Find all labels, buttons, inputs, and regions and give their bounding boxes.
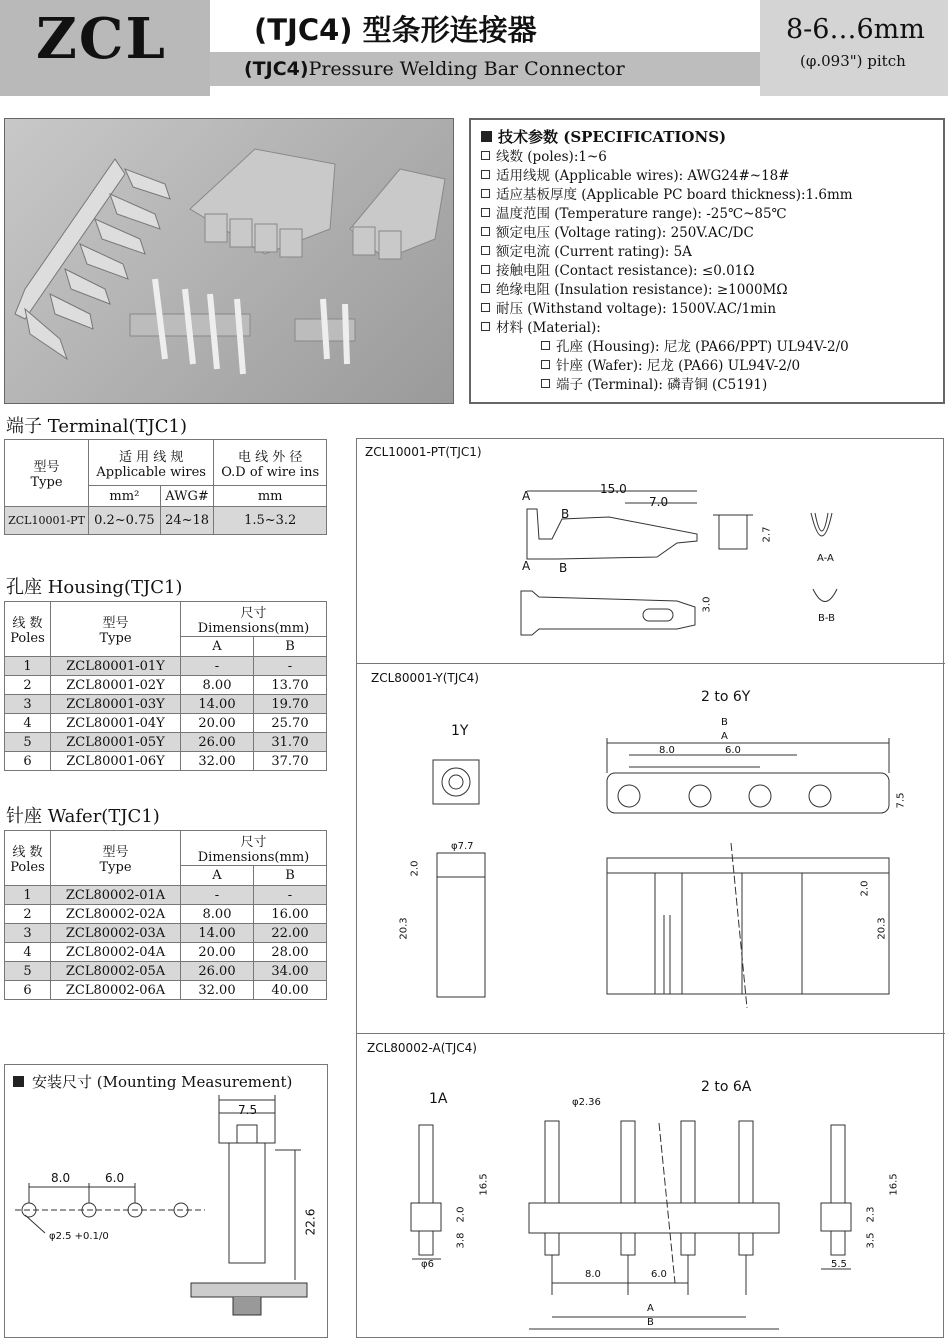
dim-label: 2 to 6Y xyxy=(701,689,751,705)
housing-drawing-label: ZCL80001-Y(TJC4) xyxy=(371,671,479,685)
dim-label: 22.6 xyxy=(303,1208,318,1236)
spec-item: 适应基板厚度 (Applicable PC board thickness):1.6mm xyxy=(481,186,933,205)
dim-label: 6.0 xyxy=(105,1171,125,1185)
page-title: (TJC4) 型条形连接器 xyxy=(254,13,537,47)
dim-label: A xyxy=(647,1303,654,1314)
dim-label: 3.8 xyxy=(455,1232,467,1249)
terminal-title: 端子 Terminal(TJC1) xyxy=(6,416,187,437)
spec-item: 材料 (Material): xyxy=(481,319,933,338)
table-row: 4 ZCL80002-04A 20.00 28.00 xyxy=(5,943,327,962)
pitch-inch: (φ.093") pitch xyxy=(800,52,906,70)
dim-label: B xyxy=(559,561,568,575)
table-row: 6 ZCL80001-06Y 32.00 37.70 xyxy=(5,752,327,771)
spec-item: 额定电流 (Current rating): 5A xyxy=(481,243,933,262)
mounting-panel xyxy=(4,1064,328,1338)
terminal-table: 型号 Type 适 用 线 规 Applicable wires 电 线 外 径 O.D of wire ins mm² AWG# mm ZCL10001-PT 0.2~0.75 24~18 1.5~3.2 xyxy=(4,439,327,535)
table-row: 2 ZCL80002-02A 8.00 16.00 xyxy=(5,905,327,924)
table-row: 1 ZCL80001-01Y - - xyxy=(5,657,327,676)
table-row: 5 ZCL80002-05A 26.00 34.00 xyxy=(5,962,327,981)
mounting-title: 安装尺寸 (Mounting Measurement) xyxy=(13,1071,292,1092)
material-item: 孔座 (Housing): 尼龙 (PA66/PPT) UL94V-2/0 xyxy=(481,338,933,357)
spec-item: 线数 (poles):1~6 xyxy=(481,148,933,167)
wafer-title: 针座 Wafer(TJC1) xyxy=(6,806,160,827)
terminal-drawing-label: ZCL10001-PT(TJC1) xyxy=(365,445,482,459)
page-subtitle: (TJC4)Pressure Welding Bar Connector xyxy=(244,58,625,80)
dim-label: φ2.5 +0.1/0 xyxy=(49,1231,109,1242)
pitch-mm: 8-6…6mm xyxy=(786,14,925,45)
dim-label: 20.3 xyxy=(398,917,410,940)
table-row: 2 ZCL80001-02Y 8.00 13.70 xyxy=(5,676,327,695)
dim-label: A xyxy=(522,559,531,573)
drawings-panel xyxy=(356,438,944,1338)
dim-label: B xyxy=(561,507,570,521)
dim-label: 2.0 xyxy=(859,880,871,897)
specs-heading: 技术参数 (SPECIFICATIONS) xyxy=(481,128,933,147)
logo: ZCL xyxy=(36,6,167,72)
dim-label: 16.5 xyxy=(888,1173,900,1196)
dim-label: 7.0 xyxy=(649,495,669,509)
spec-item: 额定电压 (Voltage rating): 250V.AC/DC xyxy=(481,224,933,243)
table-row: 5 ZCL80001-05Y 26.00 31.70 xyxy=(5,733,327,752)
specifications-panel xyxy=(469,118,945,404)
dim-label: 3.0 xyxy=(701,596,713,613)
product-photo xyxy=(4,118,454,404)
wafer-table: 线 数 Poles 型号 Type 尺寸 Dimensions(mm) A B 1 ZCL80002-01A - - 2 ZCL80002-02A 8.00 16.00 3 ZCL80002-03A 14.00 22.00 4 ZCL80002-04A 20.00 28.00 5 ZCL80002-05A 26.00 34.00 6 ZCL80002-06A 32.00 40.00 xyxy=(4,830,327,1000)
dim-label: φ2.36 xyxy=(572,1097,601,1108)
dim-label: 2.7 xyxy=(761,526,773,543)
dim-label: B xyxy=(647,1317,654,1328)
dim-label: 15.0 xyxy=(600,482,627,496)
dim-label: 8.0 xyxy=(585,1269,601,1280)
spec-item: 耐压 (Withstand voltage): 1500V.AC/1min xyxy=(481,300,933,319)
dim-label: 7.5 xyxy=(895,792,907,809)
dim-label: B-B xyxy=(818,613,835,624)
dim-label: 8.0 xyxy=(659,745,675,756)
dim-label: 16.5 xyxy=(478,1173,490,1196)
housing-table: 线 数 Poles 型号 Type 尺寸 Dimensions(mm) A B 1 ZCL80001-01Y - - 2 ZCL80001-02Y 8.00 13.70 3 ZCL80001-03Y 14.00 19.70 4 ZCL80001-04Y 20.00 25.70 5 ZCL80001-05Y 26.00 31.70 6 ZCL80001-06Y 32.00 37.70 xyxy=(4,601,327,771)
logo-band xyxy=(0,0,210,96)
dim-label: 1A xyxy=(429,1091,448,1107)
material-item: 针座 (Wafer): 尼龙 (PA66) UL94V-2/0 xyxy=(481,357,933,376)
dim-label: B xyxy=(721,717,728,728)
dim-label: 2 to 6A xyxy=(701,1079,752,1095)
spec-item: 接触电阻 (Contact resistance): ≤0.01Ω xyxy=(481,262,933,281)
spec-item: 适用线规 (Applicable wires): AWG24#~18# xyxy=(481,167,933,186)
wafer-drawing-label: ZCL80002-A(TJC4) xyxy=(367,1041,477,1055)
table-row: ZCL10001-PT 0.2~0.75 24~18 1.5~3.2 xyxy=(5,507,327,535)
dim-label: φ6 xyxy=(421,1259,434,1270)
housing-title: 孔座 Housing(TJC1) xyxy=(6,577,183,598)
table-row: 4 ZCL80001-04Y 20.00 25.70 xyxy=(5,714,327,733)
dim-label: 5.5 xyxy=(831,1259,847,1270)
dim-label: 3.5 xyxy=(865,1232,877,1249)
dim-label: 2.0 xyxy=(409,860,421,877)
dim-label: 20.3 xyxy=(876,917,888,940)
dim-label: 6.0 xyxy=(725,745,741,756)
dim-label: 2.3 xyxy=(865,1206,877,1223)
dim-label: A-A xyxy=(817,553,834,564)
dim-label: A xyxy=(522,489,531,503)
dim-label: A xyxy=(721,731,728,742)
dim-label: 6.0 xyxy=(651,1269,667,1280)
spec-item: 温度范围 (Temperature range): -25℃~85℃ xyxy=(481,205,933,224)
dim-label: 2.0 xyxy=(455,1206,467,1223)
dim-label: 1Y xyxy=(451,723,469,739)
spec-item: 绝缘电阻 (Insulation resistance): ≥1000MΩ xyxy=(481,281,933,300)
dim-label: φ7.7 xyxy=(451,841,474,852)
dim-label: 7.5 xyxy=(238,1103,258,1117)
material-item: 端子 (Terminal): 磷青铜 (C5191) xyxy=(481,376,933,395)
table-row: 3 ZCL80001-03Y 14.00 19.70 xyxy=(5,695,327,714)
table-row: 6 ZCL80002-06A 32.00 40.00 xyxy=(5,981,327,1000)
dim-label: 8.0 xyxy=(51,1171,71,1185)
table-row: 3 ZCL80002-03A 14.00 22.00 xyxy=(5,924,327,943)
table-row: 1 ZCL80002-01A - - xyxy=(5,886,327,905)
